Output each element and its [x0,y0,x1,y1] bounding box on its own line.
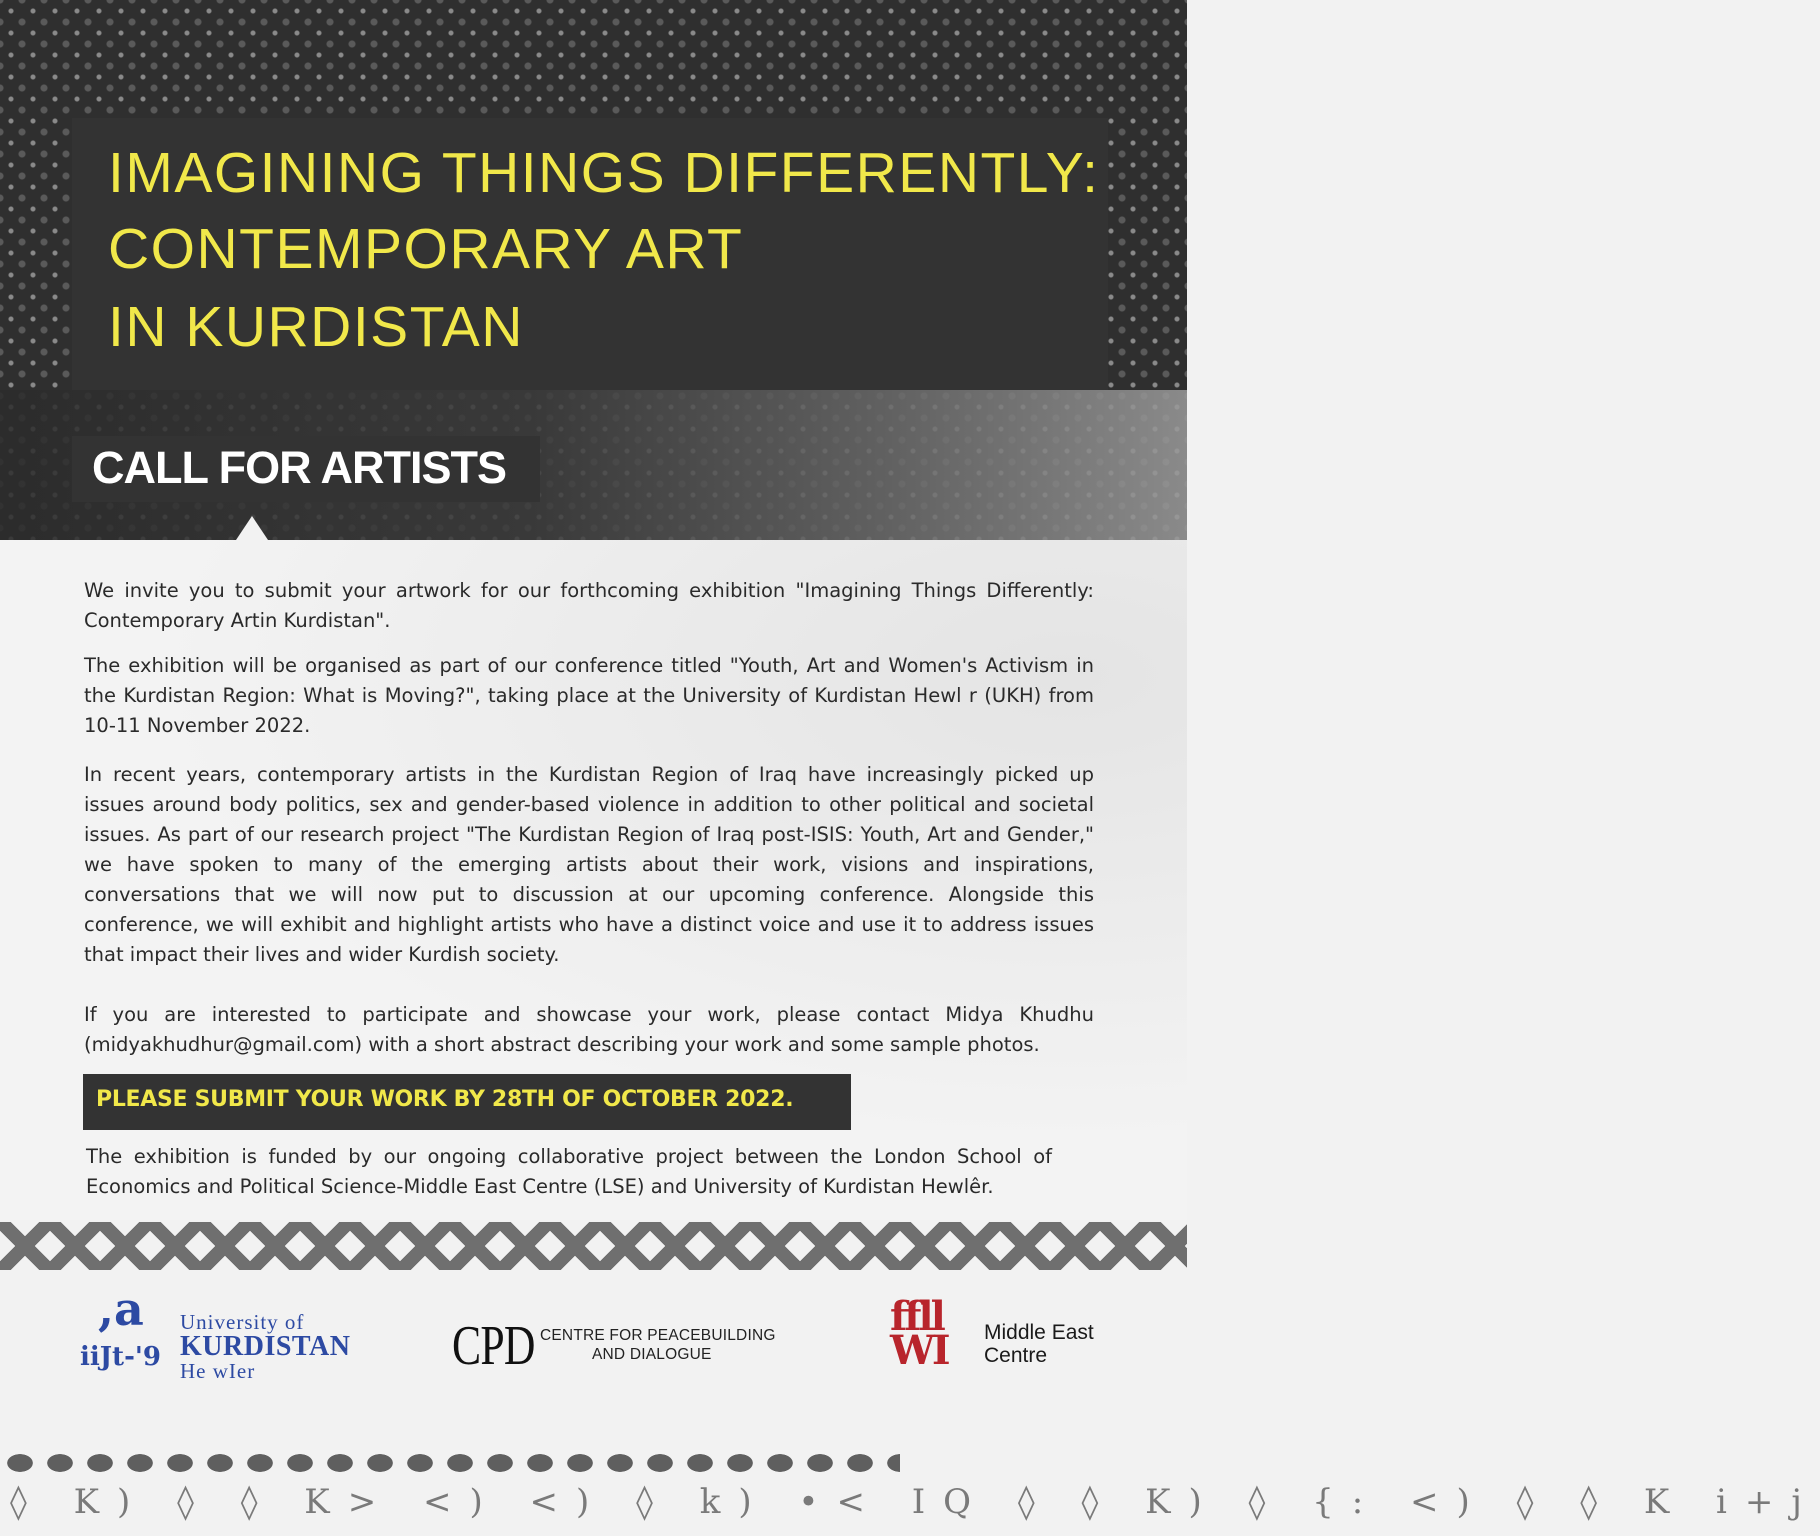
page-title-line-3: IN KURDISTAN [108,295,524,359]
ukh-logo [80,1282,370,1398]
cpd-logo-line-2: AND DIALOGUE [592,1346,712,1363]
page-title-line-1: IMAGINING THINGS DIFFERENTLY: [108,141,1100,205]
context-paragraph: In recent years, contemporary artists in the Kurdistan Region of Iraq have increasingly picked up issues around body politics, sex and gender-based violence in addition to other political and societal issues. As part of our research project "The Kurdistan Region of Iraq post-ISIS: Youth, Art and Gender," we have spoken to many of the emerging artists about their work, visions and inspirations, conversations that we will now put to discussion at our upcoming conference. Alongside this conference, we will exhibit and highlight artists who have a distinct voice and use it to address issues that impact their lives and wider Kurdish society. [84,763,1094,966]
ukh-logo-line-1: University of [180,1310,305,1334]
contact-paragraph: If you are interested to participate and showcase your work, please contact Midya Khudhu (midyakhudhur@gmail.com) with a short abstract describing your work and some sample photos. [84,1003,1094,1056]
deadline-banner [83,1074,851,1130]
lse-mec-logo [890,1293,1110,1374]
call-for-artists-box [72,436,540,502]
funding-paragraph: The exhibition is funded by our ongoing collaborative project between the London School of Economics and Political Science-Middle East Centre (LSE) and University of Kurdistan Hewlêr. [86,1145,1052,1198]
ukh-emblem-top: ,a [98,1282,144,1336]
lse-logo-mark [890,1293,948,1374]
ukh-logo-line-3: He wIer [180,1359,256,1383]
ukh-emblem-icon [80,1282,170,1388]
cpd-logo-line-1: CENTRE FOR PEACEBUILDING [540,1327,776,1344]
diamond-pattern-divider [0,1222,1187,1270]
call-for-artists-heading: CALL FOR ARTISTS [92,442,506,493]
glyph-pattern-row: ◊ K) ◊ ◊ K> <) <) ◊ k) •< IQ ◊ ◊ K) ◊ {: <) ◊ ◊ K i+j [10,1482,1820,1522]
title-box [72,118,1108,390]
cpd-logo [452,1314,782,1380]
cpd-logo-mark: CPD [452,1315,535,1377]
lse-logo-mark-bottom: WI [890,1327,948,1374]
intro-paragraph: We invite you to submit your artwork for our forthcoming exhibition "Imagining Things Differently: Contemporary Artin Kurdistan". [84,579,1094,632]
ukh-emblem-bottom: iiJt-'9 [80,1342,161,1372]
ukh-logo-line-2: KURDISTAN [180,1331,351,1362]
page-title-line-2: CONTEMPORARY ART [108,217,744,281]
deadline-text: PLEASE SUBMIT YOUR WORK BY 28TH OF OCTOBER 2022. [96,1087,794,1112]
lse-logo-line-1: Middle East [984,1321,1094,1344]
lse-logo-line-2: Centre [984,1344,1048,1367]
conference-paragraph: The exhibition will be organised as part of our conference titled "Youth, Art and Women's Activism in the Kurdistan Region: What is Moving?", taking place at the University of Kurdistan Hewl r (UKH) from 10-11 November 2022. [84,654,1094,737]
lse-logo-mark-top: ffll [890,1293,943,1340]
dot-pattern-divider [0,1452,900,1474]
pointer-triangle-icon [236,516,268,540]
